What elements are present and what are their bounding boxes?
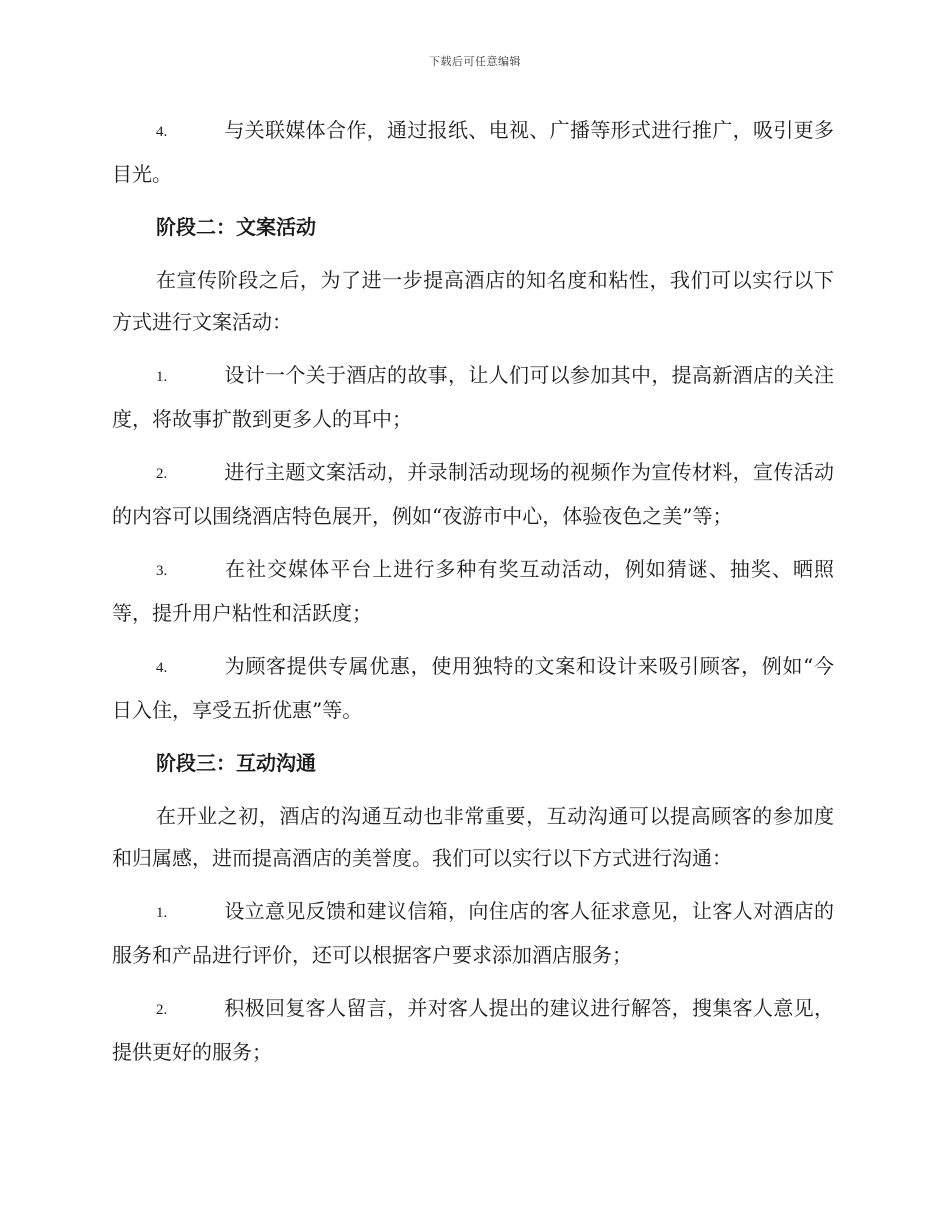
list-number: 3. bbox=[156, 563, 168, 579]
list-item bbox=[112, 354, 834, 440]
paragraph: 在开业之初，酒店的沟通互动也非常重要，互动沟通可以提高顾客的参加度和归属感，进而提高酒店的美誉度。我们可以实行以下方式进行沟通： bbox=[112, 804, 834, 870]
list-item bbox=[112, 890, 834, 976]
list-number: 1. bbox=[156, 905, 168, 921]
list-number: 4. bbox=[156, 660, 168, 676]
page-header: 下载后可任意编辑 bbox=[429, 55, 521, 68]
section-heading: 阶段二：文案活动 bbox=[156, 215, 316, 239]
document-body bbox=[112, 109, 834, 1084]
list-text: 与关联媒体合作，通过报纸、电视、广播等形式进行推广，吸引更多目光。 bbox=[112, 118, 834, 186]
paragraph: 在宣传阶段之后，为了进一步提高酒店的知名度和粘性，我们可以实行以下方式进行文案活动： bbox=[112, 268, 834, 334]
list-item bbox=[112, 451, 834, 537]
list-text: 积极回复客人留言，并对客人提出的建议进行解答，搜集客人意见，提供更好的服务； bbox=[112, 996, 834, 1064]
list-text: 进行主题文案活动，并录制活动现场的视频作为宣传材料，宣传活动的内容可以围绕酒店特色展开，例如“夜游市中心，体验夜色之美”等； bbox=[112, 460, 834, 528]
list-item bbox=[112, 987, 834, 1073]
list-number: 4. bbox=[156, 124, 168, 140]
list-number: 1. bbox=[156, 369, 168, 385]
section-heading: 阶段三：互动沟通 bbox=[156, 751, 316, 775]
list-item bbox=[112, 548, 834, 634]
list-item bbox=[112, 645, 834, 731]
list-item bbox=[112, 109, 834, 195]
list-text: 设立意见反馈和建议信箱，向住店的客人征求意见，让客人对酒店的服务和产品进行评价，还可以根据客户要求添加酒店服务； bbox=[112, 899, 834, 967]
list-text: 为顾客提供专属优惠，使用独特的文案和设计来吸引顾客，例如“今日入住，享受五折优惠”等。 bbox=[112, 654, 834, 722]
list-number: 2. bbox=[156, 466, 168, 482]
list-text: 在社交媒体平台上进行多种有奖互动活动，例如猜谜、抽奖、晒照等，提升用户粘性和活跃度； bbox=[112, 557, 834, 625]
list-number: 2. bbox=[156, 1002, 168, 1018]
list-text: 设计一个关于酒店的故事，让人们可以参加其中，提高新酒店的关注度，将故事扩散到更多人的耳中； bbox=[112, 363, 834, 431]
